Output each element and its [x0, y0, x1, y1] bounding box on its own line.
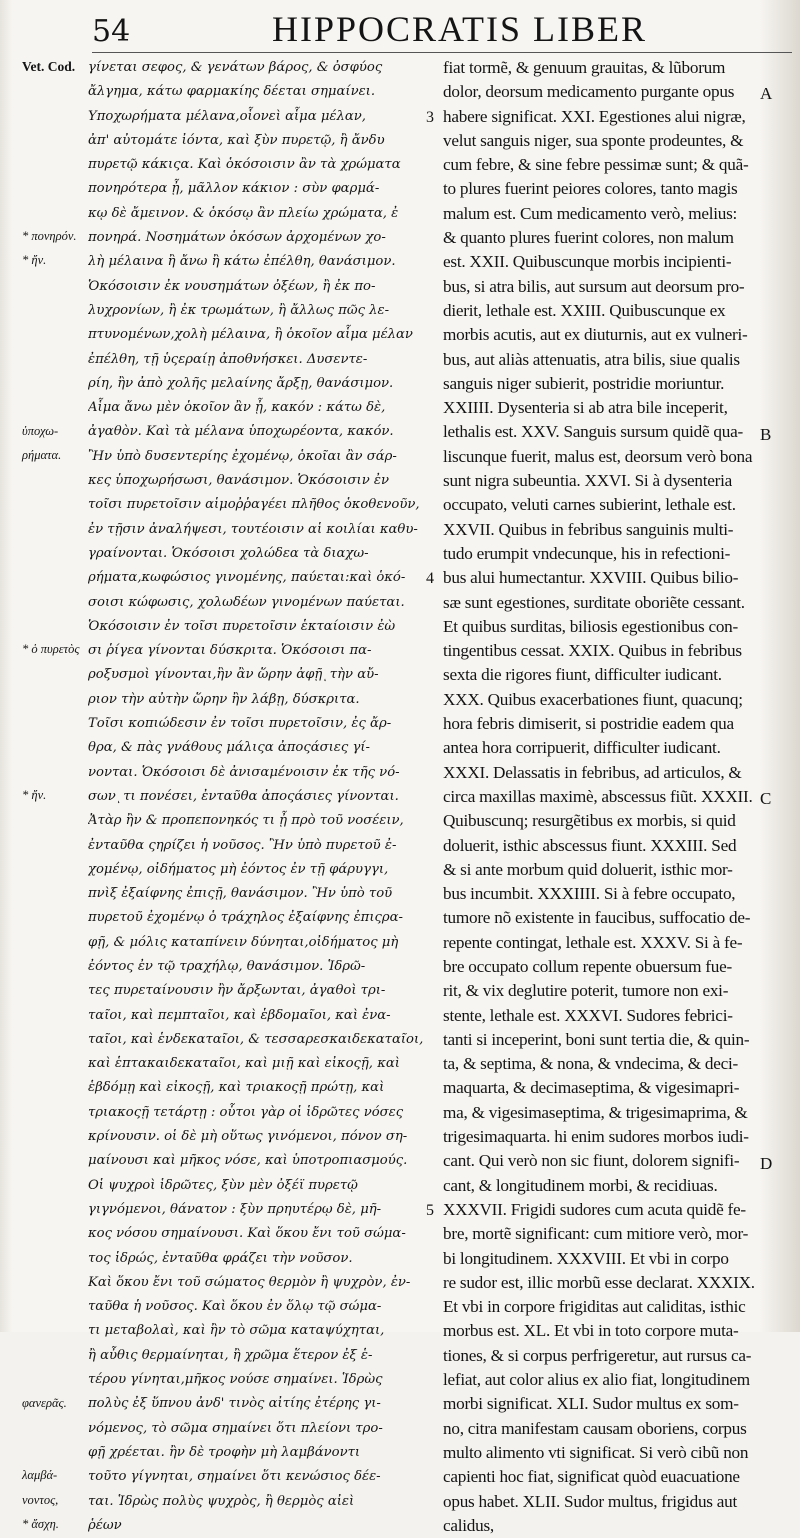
greek-text-line: θρα, & πὰς γνάθους μάλιςα ἀποςάσιες γί-	[88, 740, 370, 756]
greek-text-line: πονηρά. Νοσημάτων ὁκόσων ἀρχομένων χο-	[88, 230, 386, 246]
greek-text-line: ἐπέλθη, τῇ ὑςεραίῃ ἀποθνήσκει. Δυσεντε-	[88, 351, 368, 367]
greek-text-line: χομένῳ, οἰδήματος μὴ ἐόντος ἐν τῇ φάρυγγι,	[88, 861, 389, 877]
margin-note: νοντος,	[22, 1492, 59, 1507]
greek-text-line: ταῖοι, καὶ πεμπταῖοι, καὶ ἑβδομαῖοι, καὶ ἐνα-	[88, 1007, 391, 1023]
greek-text-line: Ἢν ὑπὸ δυσεντερίης ἐχομένῳ, ὁκοῖαι ἂν σάρ-	[88, 448, 397, 464]
latin-text-line: Et vbi in corpore frigiditas aut caliditas, isthic	[443, 1297, 746, 1317]
margin-letter: D	[760, 1153, 773, 1173]
greek-text-line: Τοῖσι κοπιώδεσιν ἐν τοῖσι πυρετοῖσιν, ἐς ἄρ-	[88, 716, 392, 732]
greek-text-line: πυρετοῦ ἐχομένῳ ὁ τράχηλος ἐξαίφνης ἐπιςρα-	[88, 910, 403, 926]
latin-text-line: trigesimaquarta. hi enim sudores morbos iudi-	[443, 1127, 749, 1147]
section-number: 3	[426, 108, 434, 126]
greek-text-line: Ἀτὰρ ἢν & προπεπονηκός τι ᾖ πρὸ τοῦ νοσέειν,	[88, 813, 404, 829]
margin-note: * ἄσχη.	[22, 1517, 59, 1531]
greek-text-line: τριακοςῇ τετάρτῃ : οὗτοι γὰρ οἱ ἱδρῶτες νόσες	[88, 1104, 404, 1120]
latin-text-line: ta, & septima, & nona, & vndecima, & deci-	[443, 1054, 738, 1074]
greek-text-column	[88, 56, 424, 1538]
latin-text-line: dolor, deorsum medicamento purgante opus	[443, 82, 735, 102]
latin-text-line: XXVII. Quibus in febribus sanguinis multi-	[443, 519, 734, 539]
running-head: HIPPOCRATIS LIBER	[272, 9, 648, 49]
greek-text-line: κες ὑποχωρήσωσι, θανάσιμον. Ὁκόσοισιν ἐν	[88, 473, 389, 489]
margin-letter: B	[760, 424, 772, 444]
greek-text-line: ρίη, ἢν ἀπὸ χολῆς μελαίνης ἄρξῃ, θανάσιμον.	[88, 375, 394, 391]
greek-text-line: ταῦθα ἡ νοῦσος. Καὶ ὅκου ἐν ὅλῳ τῷ σώμα-	[88, 1299, 382, 1315]
greek-text-line: ἀπ' αὐτομάτε ἰόντα, καὶ ξὺν πυρετῷ, ἢ ἄνδυ	[88, 132, 385, 148]
margin-letter: C	[760, 789, 772, 808]
greek-text-line: γραίνονται. Ὁκόσοισι χολώδεα τὰ διαχω-	[88, 545, 369, 561]
greek-text-line: νόμενος, τὸ σῶμα σημαίνει ὅτι πλείονι τρο-	[88, 1420, 383, 1436]
greek-text-line: τοῦτο γίγνηται, σημαίνει ὅτι κενώσιος δέε-	[88, 1469, 381, 1485]
greek-text-line: Ὁκόσοισιν ἐν τοῖσι πυρετοῖσιν ἑκταίοισιν ἐὼ	[88, 618, 396, 634]
latin-text-line: bre occupato collum repente obuersum fue-	[443, 956, 732, 976]
latin-text-line: morbi significat. XLI. Sudor multus ex som-	[443, 1394, 739, 1414]
latin-text-line: lethalis est. XXV. Sanguis sursum quidẽ qua-	[443, 422, 743, 442]
margin-letter: A	[760, 84, 773, 104]
latin-text-line: XXXVII. Frigidi sudores cum acuta quidẽ fe-	[443, 1199, 746, 1219]
greek-text-line: τοῖσι πυρετοῖσιν αἱμοῤῥαγέει πλῆθος ὁκοθενοῦν,	[88, 497, 420, 513]
latin-text-line: sæ sunt egestiones, surditate oboriẽte cessant.	[443, 592, 745, 612]
latin-text-line: cum febre, & sine febre pessimæ sunt; & quã-	[443, 155, 749, 175]
latin-text-line: bus incumbit. XXXIIII. Si à febre occupato,	[443, 884, 736, 904]
latin-text-line: Et quibus surditas, biliosis egestionibus con-	[443, 616, 738, 636]
greek-text-line: Οἱ ψυχροὶ ἱδρῶτες, ξὺν μὲν ὀξέϊ πυρετῷ	[88, 1177, 358, 1193]
greek-text-line: σων ͅ τι πονέσει, ἐνταῦθα ἀποςάσιες γίνονται.	[88, 788, 399, 804]
page-header	[0, 4, 800, 48]
greek-text-line: Ὁκόσοισιν ἐκ νουσημάτων ὀξέων, ἢ ἐκ πο-	[88, 278, 376, 294]
latin-text-line: capienti hoc fiat, significat quòd euacuatione	[443, 1467, 740, 1487]
greek-text-line: τες πυρεταίνουσιν ἢν ἄρξωνται, ἀγαθοὶ τρι-	[88, 983, 386, 999]
greek-text-line: ἐόντος ἐν τῷ τραχήλῳ, θανάσιμον. Ἱδρῶ-	[88, 958, 366, 974]
latin-text-line: bus alui humectantur. XXVIII. Quibus bilio-	[443, 568, 739, 588]
latin-text-line: bus, aut aliàs attenuatis, atra bilis, siue qualis	[443, 349, 740, 369]
margin-note: Vet. Cod.	[22, 59, 76, 74]
latin-text-line: rit, & vix deglutire poterit, tumore non exi-	[443, 981, 729, 1001]
latin-text-line: re sudor est, illic morbũ esse declarat. XXXIX.	[443, 1272, 755, 1292]
greek-text-line: ἄλγημα, κάτω φαρμακίης δέεται σημαίνει.	[88, 84, 376, 100]
header-rule	[92, 52, 792, 53]
margin-note: φανερᾶς.	[22, 1395, 67, 1410]
latin-text-line: bi longitudinem. XXXVIII. Et vbi in corpo	[443, 1248, 729, 1268]
greek-text-line: ἐν τῇσιν ἀναλήψεσι, τουτέοισιν αἱ κοιλίαι καθυ-	[88, 521, 418, 537]
latin-text-line: circa maxillas maximè, abscessus fiũt. XXXII.	[443, 786, 753, 806]
greek-text-line: σι ῥίγεα γίνονται δύσκριτα. Ὁκόσοισι πα-	[88, 643, 372, 659]
greek-text-line: κῳ δὲ ἄμεινον. & ὁκόσῳ ἂν πλείω χρώματα, ἐ	[88, 205, 399, 221]
greek-text-line: κος νόσου σημαίνουσι. Καὶ ὅκου ἔνι τοῦ σώμα-	[88, 1226, 406, 1242]
greek-text-line: ἢ αὖθις θερμαίνηται, ἢ χρῶμα ἕτερον ἐξ ἑ-	[88, 1347, 373, 1363]
latin-text-line: tudo erumpit vndecunque, his in refectioni-	[443, 543, 731, 563]
latin-text-line: occupato, veluti carnes subierint, lethale est.	[443, 495, 736, 515]
latin-text-line: dierit, lethale est. XXIII. Quibuscunque ex	[443, 300, 726, 320]
greek-text-line: ταῖοι, καὶ ἑνδεκαταῖοι, & τεσσαρεσκαιδεκαταῖοι,	[88, 1031, 424, 1047]
latin-text-line: bus, si atra bilis, aut sursum aut deorsum pro-	[443, 276, 745, 296]
greek-text-line: μαίνουσι καὶ μῆκος νόσε, καὶ ὑποτροπιασμούς.	[88, 1153, 408, 1169]
greek-text-line: ἑβδόμῃ καὶ εἰκοςῇ, καὶ τριακοςῇ πρώτῃ, καὶ	[88, 1080, 385, 1096]
greek-text-line: Αἷμα ἄνω μὲν ὁκοῖον ἂν ᾖ, κακόν : κάτω δὲ,	[88, 400, 386, 416]
section-number: 4	[426, 570, 434, 588]
margin-note: * ἤν.	[22, 253, 47, 268]
latin-text-line: Quibuscunq; resurgẽtibus ex morbis, si quid	[443, 811, 736, 831]
latin-text-line: antea hora corripuerit, difficulter iudicant.	[443, 738, 721, 758]
latin-text-line: hora febris dimiserit, si postridie eadem qua	[443, 714, 734, 734]
latin-text-line: malum est. Cum medicamento verò, melius:	[443, 203, 738, 223]
greek-text-line: ται. Ἱδρὼς πολὺς ψυχρὸς, ἢ θερμὸς αἰεὶ	[88, 1493, 355, 1509]
latin-text-line: tingentibus cessat. XXIX. Quibus in febribus	[443, 641, 742, 661]
latin-text-line: XXX. Quibus exacerbationes fiunt, quacunq;	[443, 689, 743, 709]
latin-text-line: sunt nigra subeuntia. XXVI. Si à dysenteria	[443, 471, 733, 491]
margin-note: * πονηρόν.	[22, 229, 77, 244]
greek-text-line: κρίνουσιν. οἱ δὲ μὴ οὕτως γινόμενοι, πόνον ση-	[88, 1129, 408, 1145]
latin-text-line: multo alimento vti significat. Si verò cibũ non	[443, 1442, 749, 1462]
latin-text-line: lefiat, aut color alius ex alio fiat, longitudinem	[443, 1370, 750, 1390]
latin-text-line: velut sanguis niger, sua sponte prodeuntes, &	[443, 130, 744, 150]
latin-text-line: doluerit, isthic abscessus fiunt. XXXIII. Sed	[443, 835, 737, 855]
greek-text-line: πυρετῷ κάκιςα. Καὶ ὁκόσοισιν ἂν τὰ χρώματα	[88, 157, 401, 173]
greek-text-line: ἀγαθὸν. Καὶ τὰ μέλανα ὑποχωρέοντα, κακόν.	[88, 424, 394, 440]
greek-text-line: γίνεται σεφος, & γενάτων βάρος, & ὀσφύος	[88, 60, 383, 75]
greek-text-line: Καὶ ὅκου ἔνι τοῦ σώματος θερμὸν ἢ ψυχρὸν, ἐν-	[88, 1274, 411, 1290]
latin-text-line: morbus est. XL. Et vbi in toto corpore muta-	[443, 1321, 739, 1341]
greek-text-line: γιγνόμενοι, θάνατον : ξὺν πρηυτέρῳ δὲ, μῆ-	[88, 1201, 382, 1217]
greek-text-line: πολὺς ἐξ ὕπνου ἀνδ' τινὸς αἰτίης ἐτέρης γι-	[88, 1396, 381, 1412]
greek-text-line: πτυνομένων,χολὴ μέλαινα, ἢ ὁκοῖον αἷμα μέλαν	[88, 327, 413, 343]
greek-text-line: λυχρονίων, ἢ ἐκ τρωμάτων, ἢ ἄλλως πῶς λε-	[88, 302, 390, 318]
latin-text-line: liscunque fuerit, malus est, deorsum verò bona	[443, 446, 753, 466]
greek-text-line: ρήματα,κωφώσιος γινομένης, παύεται:καὶ ὁκό-	[88, 570, 406, 586]
greek-text-line: Υποχωρήματα μέλανα,οἷονεὶ αἷμα μέλαν,	[88, 108, 366, 124]
margin-note: ρήματα.	[22, 447, 62, 462]
latin-text-line: XXIIII. Dysenteria si ab atra bile inceperit,	[443, 398, 728, 418]
margin-note: * ὁ πυρετὸς	[22, 642, 80, 657]
greek-text-line: τέρου γίνηται,μῆκος νούσε σημαίνει. Ἱδρὼς	[88, 1372, 383, 1388]
latin-text-line: stente, lethale est. XXXVI. Sudores febrici-	[443, 1005, 733, 1025]
latin-text-line: opus habet. XLII. Sudor multus, frigidus aut	[443, 1491, 738, 1511]
greek-text-line: νονται. Ὁκόσοισι δὲ ἀνισαμένοισιν ἐκ τῆς νό-	[88, 764, 400, 780]
latin-text-line: morbis acutis, aut ex diuturnis, aut ex vulneri-	[443, 325, 748, 345]
latin-text-line: sanguis niger subierit, postridie moriuntur.	[443, 373, 725, 393]
latin-text-line: & si ante morbum quid doluerit, isthic mor-	[443, 859, 733, 879]
latin-text-line: bre, mortẽ significant: cum mitiore verò, mor-	[443, 1224, 749, 1244]
latin-text-line: ma, & vigesimaseptima, & trigesimaprima, &	[443, 1102, 748, 1122]
latin-text-line: cant, & longitudinem morbi, & recidiuas.	[443, 1175, 718, 1195]
margin-note: * ἤν.	[22, 788, 47, 802]
greek-text-line: σοισι κώφωσις, χολωδέων γινομένων παύεται.	[88, 594, 405, 610]
margin-note: ὑποχω-	[22, 423, 59, 438]
latin-text-column	[443, 56, 761, 1538]
latin-text-line: tanti si inceperint, boni sunt tertia die, & quin-	[443, 1029, 750, 1049]
greek-text-line: ροξυσμοὶ γίνονται,ἣν ἂν ὥρην ἀφῇ ͅ τὴν αὔ-	[88, 667, 379, 683]
greek-text-line: πονηρότερα ᾖ, μᾶλλον κάκιον : σὺν φαρμά-	[88, 181, 380, 197]
greek-text-line: φῇ χρέεται. ἢν δὲ τροφὴν μὴ λαμβάνοντι	[88, 1444, 361, 1460]
latin-text-line: est. XXII. Quibuscunque morbis incipienti-	[443, 252, 732, 272]
latin-text-line: habere significat. XXI. Egestiones alui nigræ,	[443, 106, 746, 126]
latin-text-line: cant. Qui verò non sic fiunt, dolorem signifi-	[443, 1151, 740, 1171]
latin-text-line: calidus,	[443, 1515, 494, 1535]
page-number: 54	[92, 14, 131, 49]
latin-text-line: XXXI. Delassatis in febribus, ad articulos, &	[443, 762, 742, 782]
latin-text-line: fiat tormẽ, & genuum grauitas, & lũborum	[443, 58, 726, 77]
greek-text-line: ριον τὴν αὐτὴν ὥρην ἢν λάβῃ, δύσκριτα.	[88, 691, 360, 707]
greek-text-line: ῥέων	[88, 1517, 122, 1533]
section-number: 5	[426, 1202, 434, 1220]
latin-text-line: to plures fuerint peiores colores, tanto magis	[443, 179, 738, 199]
latin-text-line: & quanto plures fuerint colores, non malum	[443, 228, 734, 248]
greek-text-line: καὶ ἑπτακαιδεκαταῖοι, καὶ μιῇ καὶ εἰκοςῇ, καὶ	[88, 1056, 400, 1072]
greek-text-line: ἐνταῦθα ςηρίζει ἡ νοῦσος. Ἢν ὑπὸ πυρετοῦ ἐ-	[88, 837, 397, 853]
latin-text-line: sexta die rigores fiunt, difficulter iudicant.	[443, 665, 722, 685]
latin-text-line: tiones, & si corpus perfrigeretur, aut rursus ca-	[443, 1345, 752, 1365]
greek-text-line: φῇ, & μόλις καταπίνειν δύνηται,οἰδήματος μὴ	[88, 934, 399, 950]
greek-text-line: τι μεταβολαὶ, καὶ ἢν τὸ σῶμα καταψύχηται,	[88, 1323, 385, 1339]
greek-text-line: πνὶξ ἐξαίφνης ἐπιςῇ, θανάσιμον. Ἢν ὑπὸ τοῦ	[88, 886, 393, 902]
greek-text-line: τος ἱδρώς, ἐνταῦθα φράζει τὴν νοῦσον.	[88, 1250, 353, 1266]
latin-text-line: tumore nõ existente in faucibus, suffocatio de-	[443, 908, 751, 928]
latin-text-line: no, citra manifestam causam oboriens, corpus	[443, 1418, 747, 1438]
latin-text-line: maquarta, & decimaseptima, & vigesimapri-	[443, 1078, 740, 1098]
margin-note: λαμβά-	[22, 1468, 58, 1483]
greek-text-line: λὴ μέλαινα ἢ ἄνω ἢ κάτω ἐπέλθη, θανάσιμον.	[88, 254, 396, 270]
latin-text-line: repente contingat, lethale est. XXXV. Si à fe-	[443, 932, 743, 952]
